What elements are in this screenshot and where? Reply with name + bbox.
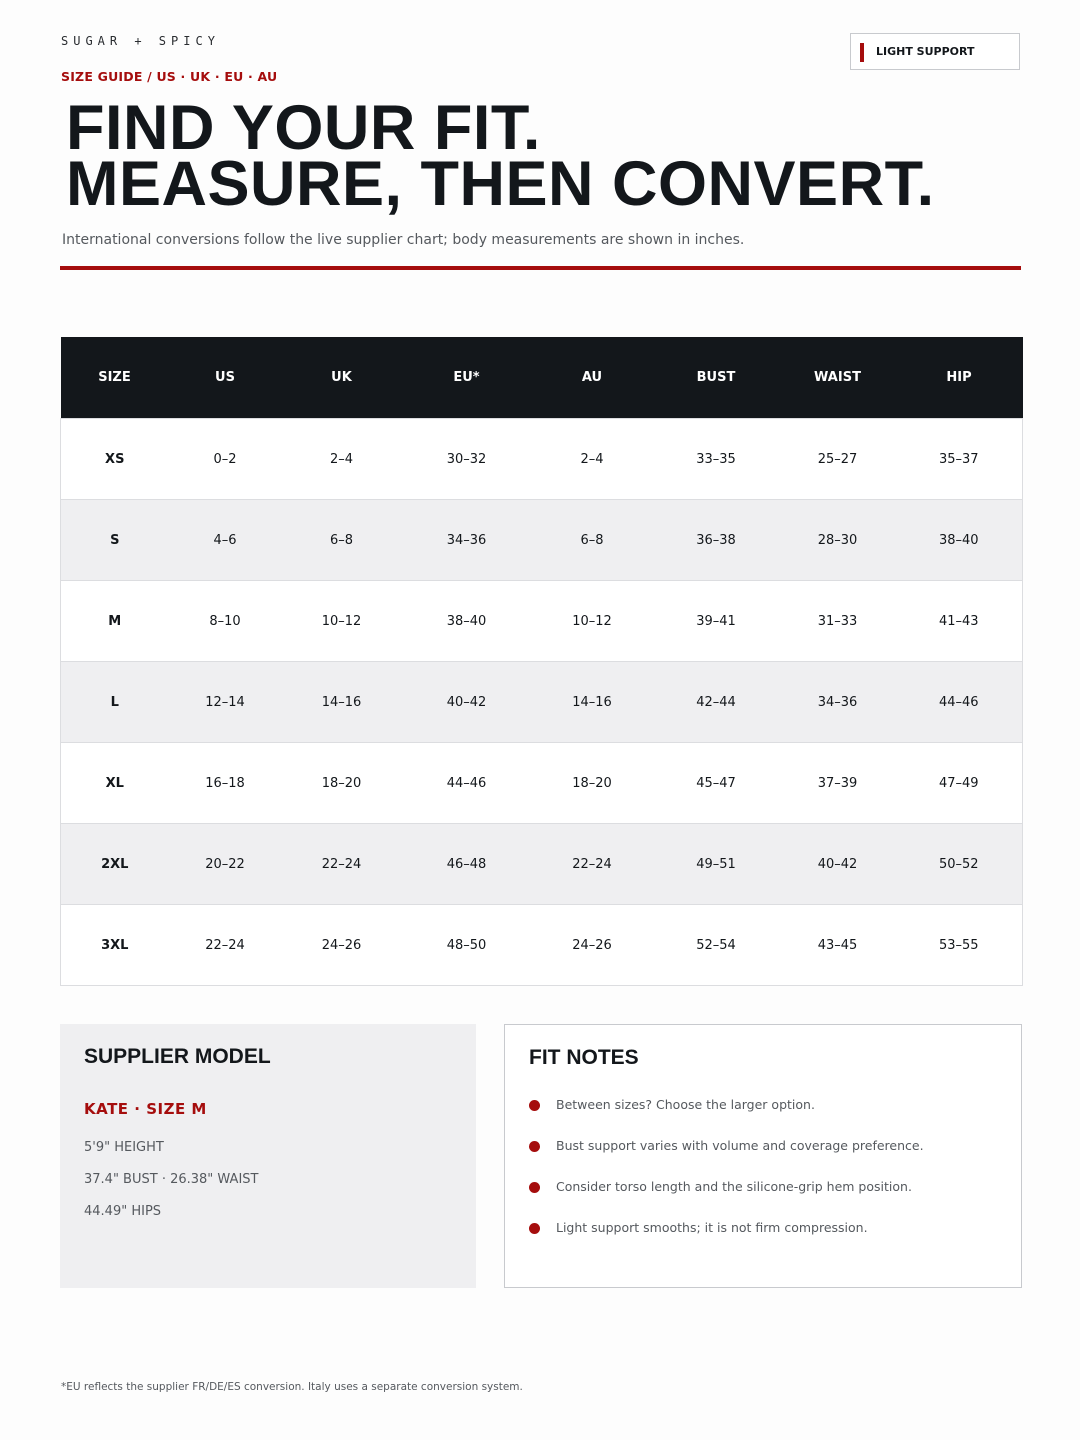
table-header-row bbox=[61, 337, 1023, 419]
model-bust-waist: 37.4" BUST · 26.38" WAIST bbox=[84, 1172, 259, 1187]
table-cell: 14–16 bbox=[532, 662, 653, 743]
table-cell: 8–10 bbox=[169, 581, 282, 662]
badge-label: LIGHT SUPPORT bbox=[876, 45, 975, 58]
table-cell: 6–8 bbox=[282, 500, 402, 581]
badge-accent-bar bbox=[860, 43, 864, 62]
note-text: Between sizes? Choose the larger option. bbox=[556, 1097, 815, 1112]
table-cell: 34–36 bbox=[402, 500, 532, 581]
table-cell: 28–30 bbox=[780, 500, 896, 581]
page-title-line-2: MEASURE, THEN CONVERT. bbox=[66, 149, 935, 219]
table-cell: 24–26 bbox=[282, 905, 402, 986]
intro-text: International conversions follow the live supplier chart; body measurements are shown in inches. bbox=[62, 232, 745, 248]
fit-notes-title: FIT NOTES bbox=[529, 1046, 639, 1069]
support-level-badge bbox=[850, 33, 1020, 70]
fit-notes-card bbox=[504, 1024, 1022, 1288]
table-cell: 24–26 bbox=[532, 905, 653, 986]
table-cell: 18–20 bbox=[532, 743, 653, 824]
table-cell: 0–2 bbox=[169, 419, 282, 500]
table-cell: 12–14 bbox=[169, 662, 282, 743]
brand-wordmark: SUGAR + SPICY bbox=[61, 34, 220, 48]
table-cell: 49–51 bbox=[653, 824, 780, 905]
table-cell: 22–24 bbox=[532, 824, 653, 905]
table-cell: S bbox=[61, 500, 169, 581]
model-height: 5'9" HEIGHT bbox=[84, 1140, 164, 1155]
table-cell: 41–43 bbox=[896, 581, 1023, 662]
table-cell: 38–40 bbox=[896, 500, 1023, 581]
col-header-au: AU bbox=[532, 337, 653, 419]
table-cell: 42–44 bbox=[653, 662, 780, 743]
table-cell: 35–37 bbox=[896, 419, 1023, 500]
table-cell: 25–27 bbox=[780, 419, 896, 500]
table-row bbox=[61, 743, 1023, 824]
table-cell: 40–42 bbox=[780, 824, 896, 905]
model-hips: 44.49" HIPS bbox=[84, 1204, 162, 1219]
table-cell: 40–42 bbox=[402, 662, 532, 743]
model-name: KATE · SIZE M bbox=[84, 1100, 207, 1118]
table-cell: 6–8 bbox=[532, 500, 653, 581]
table-row bbox=[61, 905, 1023, 986]
note-text: Light support smooths; it is not firm compression. bbox=[556, 1220, 868, 1235]
table-row bbox=[61, 662, 1023, 743]
col-header-size: SIZE bbox=[61, 337, 169, 419]
table-cell: 34–36 bbox=[780, 662, 896, 743]
table-cell: 44–46 bbox=[402, 743, 532, 824]
col-header-eu: EU* bbox=[402, 337, 532, 419]
table-cell: 47–49 bbox=[896, 743, 1023, 824]
table-cell: 20–22 bbox=[169, 824, 282, 905]
table-cell: 2–4 bbox=[282, 419, 402, 500]
bullet-dot-icon bbox=[529, 1182, 540, 1193]
table-cell: 38–40 bbox=[402, 581, 532, 662]
table-cell: 50–52 bbox=[896, 824, 1023, 905]
table-cell: 39–41 bbox=[653, 581, 780, 662]
page-title bbox=[66, 93, 935, 219]
bullet-dot-icon bbox=[529, 1223, 540, 1234]
table-cell: 18–20 bbox=[282, 743, 402, 824]
table-cell: 2XL bbox=[61, 824, 169, 905]
table-cell: 22–24 bbox=[282, 824, 402, 905]
size-guide-subtitle: SIZE GUIDE / US · UK · EU · AU bbox=[61, 69, 278, 84]
table-cell: 53–55 bbox=[896, 905, 1023, 986]
supplier-model-card bbox=[60, 1024, 476, 1288]
table-cell: 33–35 bbox=[653, 419, 780, 500]
col-header-us: US bbox=[169, 337, 282, 419]
table-cell: 37–39 bbox=[780, 743, 896, 824]
table-row bbox=[61, 581, 1023, 662]
table-cell: 44–46 bbox=[896, 662, 1023, 743]
eu-footnote: *EU reflects the supplier FR/DE/ES conversion. Italy uses a separate conversion system. bbox=[61, 1381, 523, 1393]
bullet-dot-icon bbox=[529, 1100, 540, 1111]
col-header-uk: UK bbox=[282, 337, 402, 419]
col-header-bust: BUST bbox=[653, 337, 780, 419]
table-row bbox=[61, 419, 1023, 500]
table-cell: 3XL bbox=[61, 905, 169, 986]
supplier-model-title: SUPPLIER MODEL bbox=[84, 1045, 271, 1068]
table-cell: M bbox=[61, 581, 169, 662]
table-cell: 2–4 bbox=[532, 419, 653, 500]
bullet-dot-icon bbox=[529, 1141, 540, 1152]
note-text: Consider torso length and the silicone-grip hem position. bbox=[556, 1179, 912, 1194]
col-header-hip: HIP bbox=[896, 337, 1023, 419]
table-cell: 31–33 bbox=[780, 581, 896, 662]
table-cell: 43–45 bbox=[780, 905, 896, 986]
table-cell: 30–32 bbox=[402, 419, 532, 500]
col-header-waist: WAIST bbox=[780, 337, 896, 419]
table-row bbox=[61, 500, 1023, 581]
table-cell: 16–18 bbox=[169, 743, 282, 824]
table-cell: 36–38 bbox=[653, 500, 780, 581]
table-cell: XL bbox=[61, 743, 169, 824]
table-cell: 48–50 bbox=[402, 905, 532, 986]
table-cell: 10–12 bbox=[532, 581, 653, 662]
table-cell: 10–12 bbox=[282, 581, 402, 662]
table-cell: 22–24 bbox=[169, 905, 282, 986]
size-conversion-table bbox=[60, 337, 1023, 986]
table-cell: 52–54 bbox=[653, 905, 780, 986]
table-cell: XS bbox=[61, 419, 169, 500]
divider-rule bbox=[60, 266, 1021, 270]
table-row bbox=[61, 824, 1023, 905]
note-text: Bust support varies with volume and coverage preference. bbox=[556, 1138, 924, 1153]
table-cell: 45–47 bbox=[653, 743, 780, 824]
page-title-line-1: FIND YOUR FIT. bbox=[66, 93, 541, 163]
table-cell: 46–48 bbox=[402, 824, 532, 905]
table-cell: 14–16 bbox=[282, 662, 402, 743]
table-cell: L bbox=[61, 662, 169, 743]
table-cell: 4–6 bbox=[169, 500, 282, 581]
